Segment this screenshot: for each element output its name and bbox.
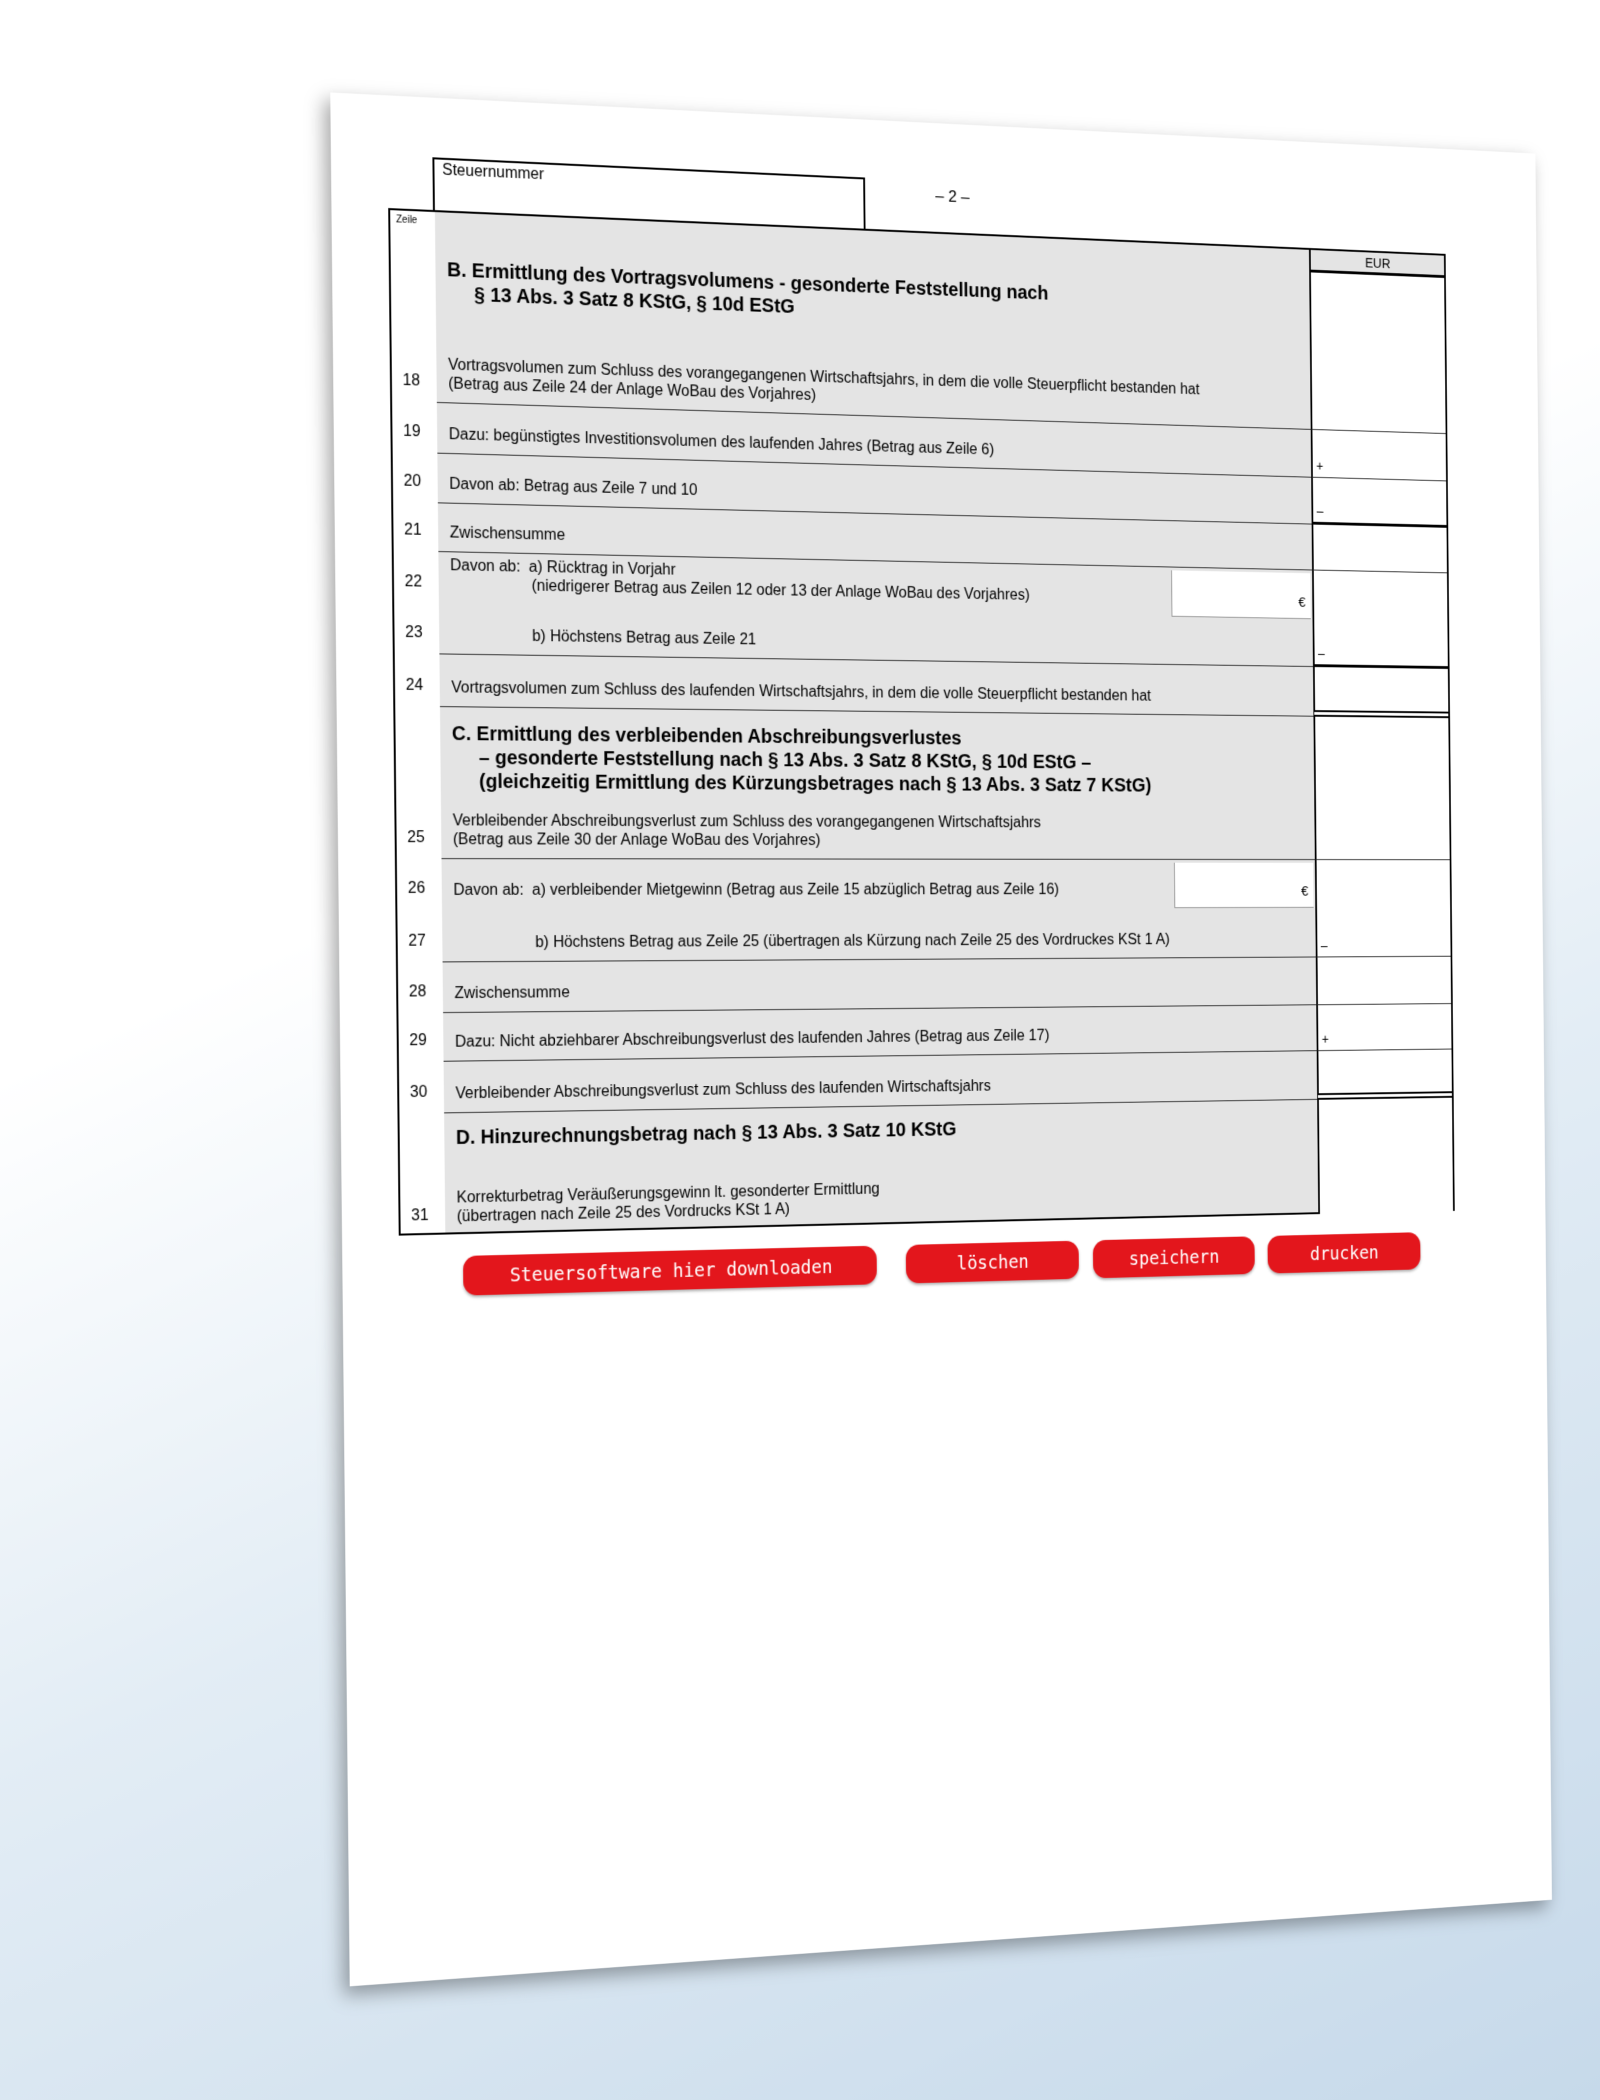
- euro-sub-amount-input[interactable]: [1171, 570, 1311, 619]
- download-software-button[interactable]: Steuersoftware hier downloaden: [463, 1246, 877, 1296]
- save-button[interactable]: speichern: [1093, 1236, 1255, 1278]
- page-number: – 2 –: [935, 186, 970, 207]
- row-label: Vortragsvolumen zum Schluss des laufenden Wirtschaftsjahrs, in dem die volle Steuerpflicht bestanden hat: [451, 679, 1152, 705]
- amount-input[interactable]: [1311, 430, 1446, 482]
- table-row: [407, 859, 1316, 910]
- print-button[interactable]: drucken: [1267, 1232, 1420, 1273]
- line-number: 18: [402, 372, 421, 390]
- amount-input[interactable]: [1316, 1004, 1451, 1051]
- euro-unit: €: [1298, 594, 1306, 611]
- line-number: 25: [407, 829, 425, 847]
- amount-input[interactable]: [1312, 570, 1448, 668]
- row-label: Davon ab: Betrag aus Zeile 7 und 10: [449, 475, 698, 499]
- amount-input[interactable]: [1312, 525, 1447, 574]
- tax-number-label: Steuernummer: [442, 161, 545, 184]
- line-number: 19: [403, 422, 421, 441]
- amount-input[interactable]: [1313, 667, 1448, 718]
- form-page: [330, 92, 1552, 1986]
- line-number: 22: [404, 573, 423, 591]
- row-label: b) Höchstens Betrag aus Zeile 21: [450, 626, 757, 649]
- line-number: 23: [405, 624, 423, 642]
- amount-input[interactable]: [1316, 957, 1451, 1006]
- row-label: Dazu: Nicht abziehbarer Abschreibungsverlust des laufenden Jahres (Betrag aus Zeile 17): [454, 1027, 1050, 1051]
- line-number: 27: [408, 932, 426, 950]
- row-label: Davon ab: a) Rücktrag in Vorjahr (niedrigerer Betrag aus Zeilen 12 oder 13 der Anlage WoBau des Vorjahres): [450, 557, 1030, 604]
- euro-sub-amount-input[interactable]: [1174, 863, 1314, 908]
- row-label: Verbleibender Abschreibungsverlust zum Schluss des laufenden Wirtschaftsjahrs: [455, 1078, 991, 1103]
- row-label: Zwischensumme: [454, 984, 570, 1003]
- table-row: [411, 1100, 1318, 1237]
- euro-unit: €: [1300, 883, 1309, 900]
- form-table: [402, 210, 1455, 1234]
- line-number: 28: [408, 983, 427, 1001]
- table-row: [407, 707, 1315, 860]
- amount-input[interactable]: [1313, 717, 1449, 861]
- section-c-heading: C. Ermittlung des verbleibenden Abschreibungsverlustes – gesonderte Feststellung nach § 13 Abs. 3 Satz 8 KStG, § 10d EStG – (gleichzeitig Ermittlung des Kürzungsbetrages nach § 13 Abs. 3 Satz 7 KStG): [451, 723, 1152, 797]
- amount-input[interactable]: [1315, 860, 1451, 957]
- row-label: Zwischensumme: [449, 524, 566, 544]
- sign-indicator: –: [1317, 645, 1325, 661]
- section-d-heading: D. Hinzurechnungsbetrag nach § 13 Abs. 3 Satz 10 KStG: [455, 1118, 957, 1149]
- row-label: Verbleibender Abschreibungsverlust zum Schluss des vorangegangenen Wirtschaftsjahrs (Betrag aus Zeile 30 der Anlage WoBau des Vorjahres): [452, 812, 1042, 849]
- delete-button[interactable]: löschen: [906, 1241, 1079, 1284]
- sign-indicator: –: [1316, 503, 1324, 519]
- sign-indicator: +: [1316, 458, 1324, 474]
- amount-input[interactable]: [1311, 478, 1446, 528]
- amount-input[interactable]: [1317, 1049, 1452, 1099]
- line-number: 20: [403, 472, 422, 491]
- line-number: 24: [405, 676, 424, 694]
- row-label: Dazu: begünstigtes Investitionsvolumen des laufenden Jahres (Betrag aus Zeile 6): [448, 426, 995, 459]
- amount-input[interactable]: [1317, 1098, 1453, 1214]
- table-row: [408, 908, 1316, 963]
- sign-indicator: –: [1320, 937, 1328, 953]
- line-number: 30: [409, 1083, 428, 1101]
- line-number: 26: [407, 879, 426, 897]
- line-number: 31: [411, 1207, 429, 1225]
- sign-indicator: +: [1321, 1031, 1329, 1047]
- row-label: Korrekturbetrag Veräußerungsgewinn lt. gesonderter Ermittlung (übertragen nach Zeile 25 des Vordrucks KSt 1 A): [456, 1180, 880, 1226]
- amount-input[interactable]: [1309, 272, 1445, 434]
- row-label: Davon ab: a) verbleibender Mietgewinn (Betrag aus Zeile 15 abzüglich Betrag aus Zeile 16): [453, 881, 1060, 899]
- row-label: Vortragsvolumen zum Schluss des vorangegangenen Wirtschaftsjahrs, in dem die volle Steuerpflicht bestanden hat (Betrag aus Zeile 24 der Anlage WoBau des Vorjahres): [448, 356, 1200, 404]
- line-number: 21: [404, 521, 422, 539]
- section-b-heading: B. Ermittlung des Vortragsvolumens - gesonderte Feststellung nach § 13 Abs. 3 Satz 8 KStG, § 10d EStG: [447, 259, 1049, 318]
- table-row: [408, 957, 1317, 1013]
- line-column-label: Zeile: [396, 214, 418, 227]
- row-label: b) Höchstens Betrag aus Zeile 25 (übertragen als Kürzung nach Zeile 25 des Vordruckes KSt 1 A): [453, 931, 1170, 952]
- line-number: 29: [409, 1032, 427, 1050]
- currency-column-header: EUR: [1309, 250, 1444, 278]
